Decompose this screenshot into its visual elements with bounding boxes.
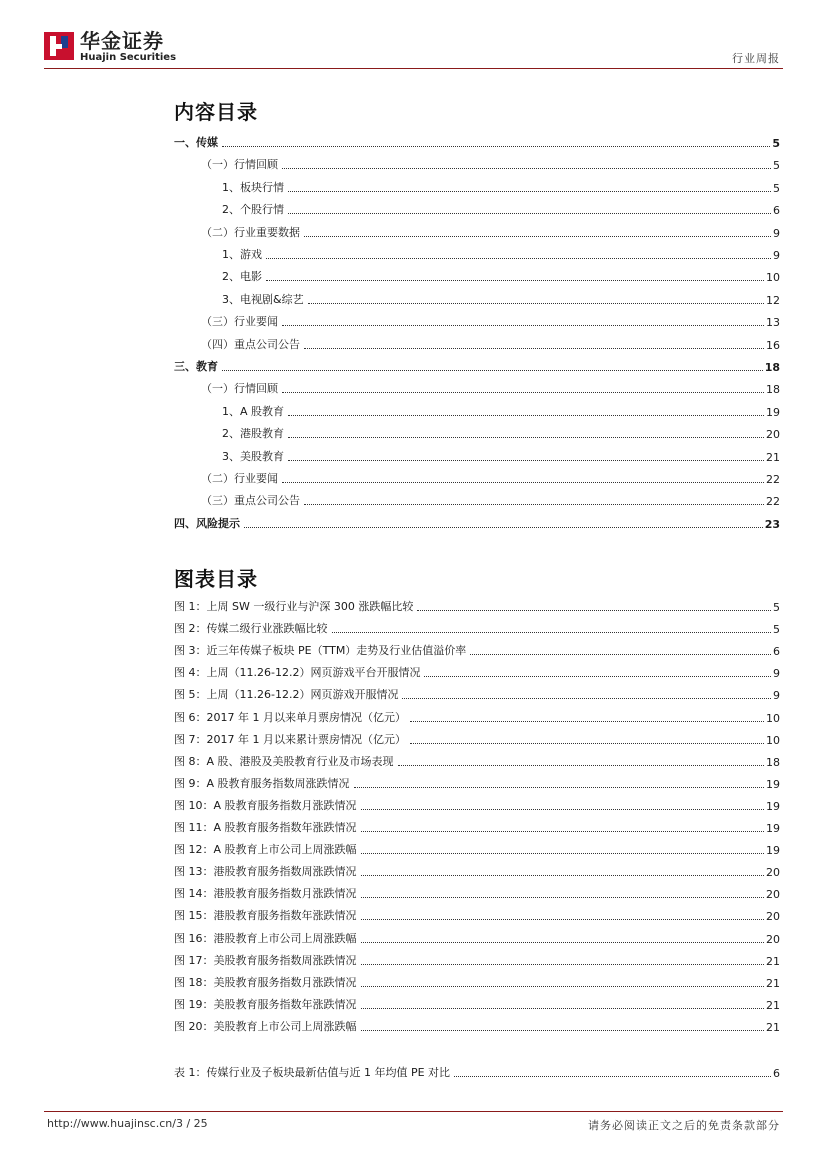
figure-entry-page: 21 [766,998,780,1012]
toc-entry-text: （三）行业要闻 [201,315,278,329]
figure-entry-page: 19 [766,822,780,835]
brand-name-en: Huajin Securities [80,51,177,63]
dot-leader [282,325,764,326]
toc-entry-page: 23 [764,517,780,531]
figure-entry[interactable] [174,642,780,658]
figure-entry-page: 9 [773,667,780,681]
toc-entry-text: 四、风险提示 [174,516,240,530]
toc-entry-page: 6 [773,204,780,218]
figure-entry-text: 图 8：A 股、港股及美股教育行业及市场表现 [174,754,394,768]
figure-entry[interactable] [174,974,780,990]
figure-entry-text: 图 1：上周 SW 一级行业与沪深 300 涨跌幅比较 [174,600,414,613]
figure-entry[interactable] [174,709,780,725]
toc-entry-page: 22 [766,473,780,486]
figure-entry-text: 图 12：A 股教育上市公司上周涨跌幅 [174,843,357,857]
report-type: 行业周报 [732,52,780,65]
toc-entry[interactable] [174,291,780,307]
toc-entry[interactable] [174,358,780,374]
figure-entry-text: 图 15：港股教育服务指数年涨跌情况 [174,909,357,923]
dot-leader [410,721,764,722]
toc-entry-text: （二）行业重要数据 [201,225,300,239]
dot-leader [361,809,764,810]
figure-entry-page: 5 [773,601,780,614]
dot-leader [222,146,770,147]
toc-entry-page: 9 [773,226,780,240]
dot-leader [424,676,771,677]
dot-leader [288,437,764,438]
toc-entry-page: 16 [766,338,780,352]
figure-entry-text: 图 17：美股教育服务指数周涨跌情况 [174,953,357,967]
table-entry[interactable] [174,1064,780,1080]
figure-entry-page: 21 [766,1020,780,1034]
toc-entry-text: （三）重点公司公告 [201,494,300,508]
dot-leader [402,698,771,699]
toc-entry[interactable] [174,336,780,352]
dot-leader [470,654,771,655]
toc-entry-page: 20 [766,428,780,442]
figure-entry[interactable] [174,797,780,813]
toc-entry[interactable] [174,470,780,486]
figure-entry-text: 图 7：2017 年 1 月以来累计票房情况（亿元） [174,732,406,746]
figure-entry[interactable] [174,907,780,923]
dot-leader [288,415,764,416]
toc-entry[interactable] [174,156,780,172]
figure-entry-page: 19 [766,777,780,791]
dot-leader [266,258,771,259]
figure-entry-text: 图 18：美股教育服务指数月涨跌情况 [174,975,357,989]
toc-entry-text: 1、A 股教育 [222,404,285,418]
table-entry-page: 6 [773,1067,780,1080]
toc-entry[interactable] [174,201,780,217]
dot-leader [304,236,771,237]
figure-entry-text: 图 5：上周（11.26-12.2）网页游戏开服情况 [174,688,399,702]
figure-entry-text: 图 11：A 股教育服务指数年涨跌情况 [174,821,357,834]
toc-title: 内容目录 [174,100,258,124]
dot-leader [332,632,772,633]
figure-entry[interactable] [174,664,780,680]
toc-entry-page: 5 [772,137,780,150]
toc-entry-page: 22 [766,495,780,509]
figure-entry-text: 图 10：A 股教育服务指数月涨跌情况 [174,798,357,812]
figure-entry[interactable] [174,620,780,636]
dot-leader [361,853,764,854]
toc-entry-text: 3、电视剧&综艺 [222,292,304,306]
brand-logo [44,28,176,64]
figure-entry[interactable] [174,731,780,747]
dot-leader [288,460,764,461]
toc-entry[interactable] [174,515,780,531]
toc-entry-page: 13 [766,316,780,330]
dot-leader [282,482,764,483]
toc-entry[interactable] [174,246,780,262]
dot-leader [361,831,764,832]
figure-entry-page: 10 [766,733,780,747]
dot-leader [244,527,763,528]
toc-entry-text: （一）行情回顾 [201,158,278,172]
footer-disclaimer: 请务必阅读正文之后的免责条款部分 [588,1119,780,1132]
figure-entry-page: 5 [773,623,780,637]
figure-entry-text: 图 3：近三年传媒子板块 PE（TTM）走势及行业估值溢价率 [174,644,467,658]
dot-leader [282,392,764,393]
toc-entry-text: 一、传媒 [174,136,218,149]
dot-leader [361,897,765,898]
figure-entry-page: 20 [766,866,780,880]
toc-entry[interactable] [174,492,780,508]
figure-entry-text: 图 6：2017 年 1 月以来单月票房情况（亿元） [174,710,406,724]
dot-leader [417,610,771,611]
toc-entry-text: 三、教育 [174,360,218,373]
dot-leader [282,168,771,169]
footer-url-page: http://www.huajinsc.cn/3 / 25 [47,1117,208,1130]
figure-entry-page: 9 [773,689,780,703]
dot-leader [308,303,764,304]
toc-entry-text: 1、板块行情 [222,180,284,194]
figure-entry-page: 18 [766,755,780,769]
dot-leader [361,1030,765,1031]
figure-entry-page: 20 [766,888,780,902]
dot-leader [398,765,764,766]
figure-entry-text: 图 9：A 股教育服务指数周涨跌情况 [174,776,350,790]
figure-entry-page: 19 [766,799,780,813]
toc-entry-page: 5 [773,181,780,195]
figure-entry-page: 20 [766,932,780,946]
toc-entry[interactable] [174,268,780,284]
dot-leader [361,986,765,987]
figure-entry[interactable] [174,952,780,968]
dot-leader [454,1076,771,1077]
dot-leader [222,370,763,371]
figure-entry-text: 图 14：港股教育服务指数月涨跌情况 [174,887,357,901]
figure-entry-text: 图 19：美股教育服务指数年涨跌情况 [174,997,357,1011]
toc-entry-text: 2、个股行情 [222,203,284,217]
toc-entry-text: 2、电影 [222,270,262,284]
figure-entry[interactable] [174,863,780,879]
figure-entry-page: 21 [766,976,780,990]
toc-entry-page: 21 [766,450,780,464]
dot-leader [304,504,764,505]
figure-entry-page: 6 [773,645,780,659]
toc-entry-text: （二）行业要闻 [201,472,278,485]
toc-entry-page: 9 [773,249,780,262]
toc-entry-text: 2、港股教育 [222,427,284,441]
dot-leader [361,919,765,920]
dot-leader [354,787,764,788]
dot-leader [361,875,765,876]
toc-entry-page: 19 [766,405,780,419]
dot-leader [361,1008,765,1009]
toc-entry[interactable] [174,134,780,150]
toc-entry[interactable] [174,179,780,195]
dot-leader [266,280,764,281]
toc-entry-text: 1、游戏 [222,248,262,261]
dot-leader [288,213,771,214]
footer-rule [44,1111,783,1112]
table-entry-text: 表 1：传媒行业及子板块最新估值与近 1 年均值 PE 对比 [174,1066,451,1079]
toc-entry[interactable] [174,224,780,240]
figure-entry[interactable] [174,598,780,614]
figure-entry-page: 10 [766,711,780,725]
header-rule [44,68,783,69]
dot-leader [304,348,764,349]
dot-leader [410,743,764,744]
figure-entry-text: 图 13：港股教育服务指数周涨跌情况 [174,865,357,879]
logo-mark-icon [44,30,74,62]
figure-entry-text: 图 2：传媒二级行业涨跌幅比较 [174,622,328,636]
figure-entry[interactable] [174,996,780,1012]
toc-entry[interactable] [174,403,780,419]
figure-entry-page: 21 [766,954,780,968]
toc-entry[interactable] [174,425,780,441]
figure-entry[interactable] [174,841,780,857]
toc-entry-page: 12 [766,293,780,307]
toc-entry[interactable] [174,448,780,464]
toc-entry[interactable] [174,313,780,329]
figure-entry[interactable] [174,885,780,901]
dot-leader [361,942,765,943]
toc-entry-page: 18 [766,383,780,397]
toc-entry-text: （一）行情回顾 [201,382,278,396]
figure-entry[interactable] [174,1018,780,1034]
figure-entry-page: 20 [766,910,780,924]
brand-name-cn: 华金证券 [80,28,164,53]
toc-entry-page: 18 [764,361,780,374]
figure-entry-text: 图 4：上周（11.26-12.2）网页游戏平台开服情况 [174,666,421,680]
dot-leader [288,191,771,192]
dot-leader [361,964,765,965]
toc-entry-page: 5 [773,159,780,173]
figure-entry[interactable] [174,686,780,702]
toc-entry-text: 3、美股教育 [222,449,284,463]
figure-entry[interactable] [174,819,780,835]
toc-entry[interactable] [174,380,780,396]
figure-entry[interactable] [174,753,780,769]
toc-entry-text: （四）重点公司公告 [201,337,300,351]
figure-entry[interactable] [174,775,780,791]
figure-entry-text: 图 20：美股教育上市公司上周涨跌幅 [174,1019,357,1033]
figures-title: 图表目录 [174,567,258,591]
figure-entry[interactable] [174,930,780,946]
figure-entry-page: 19 [766,844,780,858]
toc-entry-page: 10 [766,271,780,285]
figure-entry-text: 图 16：港股教育上市公司上周涨跌幅 [174,931,357,945]
